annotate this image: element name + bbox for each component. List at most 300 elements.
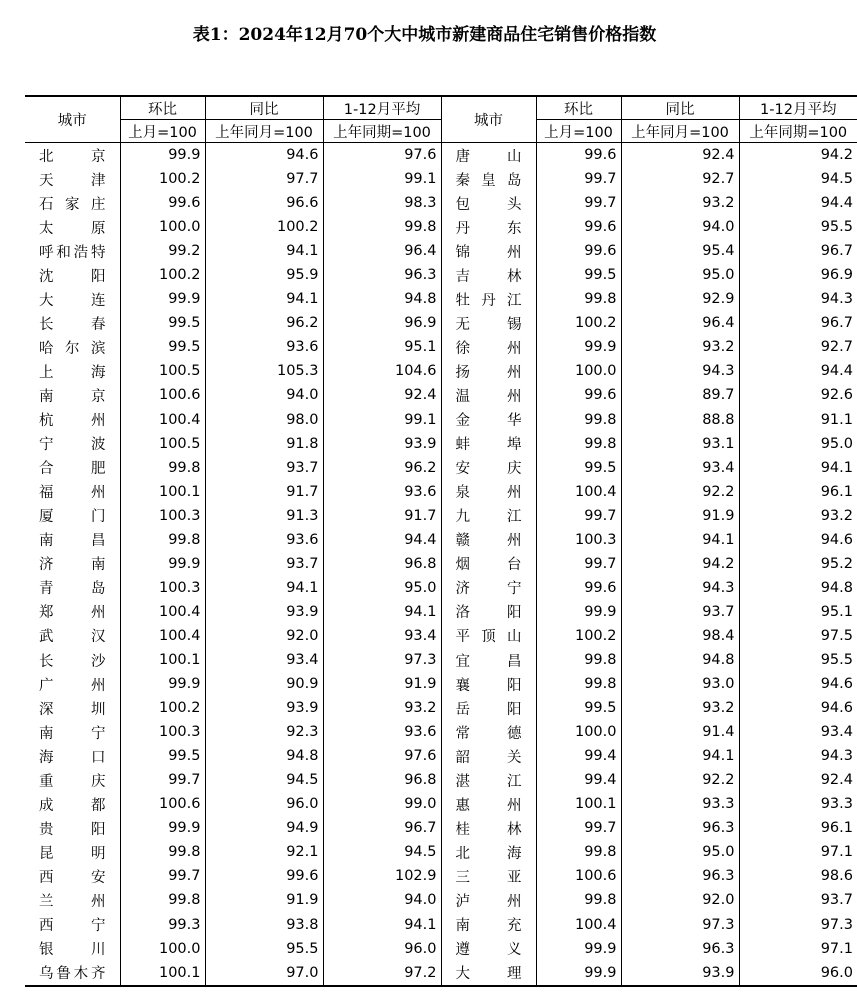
cell-city-right: 常德 <box>441 720 536 744</box>
cell-city-right: 吉林 <box>441 263 536 287</box>
cell-city-left: 兰州 <box>25 888 120 912</box>
cell-ytd-right: 92.7 <box>739 335 857 359</box>
table-row <box>25 552 857 576</box>
cell-ytd-right: 92.6 <box>739 383 857 407</box>
cell-mom-right: 100.1 <box>536 792 621 816</box>
cell-yoy-left: 94.6 <box>205 143 323 168</box>
cell-ytd-right: 96.7 <box>739 311 857 335</box>
cell-ytd-right: 94.2 <box>739 143 857 168</box>
cell-ytd-right: 94.4 <box>739 191 857 215</box>
cell-ytd-left: 96.9 <box>323 311 441 335</box>
cell-yoy-right: 94.0 <box>621 215 739 239</box>
cell-mom-left: 100.6 <box>120 383 205 407</box>
cell-yoy-left: 90.9 <box>205 672 323 696</box>
cell-yoy-right: 89.7 <box>621 383 739 407</box>
cell-ytd-left: 93.2 <box>323 696 441 720</box>
cell-city-left: 银川 <box>25 937 120 961</box>
cell-mom-right: 99.7 <box>536 167 621 191</box>
cell-mom-left: 100.1 <box>120 648 205 672</box>
cell-ytd-right: 91.1 <box>739 408 857 432</box>
cell-city-left: 深圳 <box>25 696 120 720</box>
cell-yoy-right: 95.0 <box>621 263 739 287</box>
cell-ytd-left: 97.6 <box>323 143 441 168</box>
cell-city-right: 南充 <box>441 913 536 937</box>
cell-mom-left: 99.9 <box>120 287 205 311</box>
cell-yoy-left: 93.8 <box>205 913 323 937</box>
cell-city-right: 牡丹江 <box>441 287 536 311</box>
table-row <box>25 383 857 407</box>
cell-yoy-right: 93.2 <box>621 191 739 215</box>
cell-city-left: 杭州 <box>25 408 120 432</box>
table-row <box>25 840 857 864</box>
cell-yoy-right: 96.3 <box>621 864 739 888</box>
cell-mom-right: 99.5 <box>536 456 621 480</box>
cell-city-right: 北海 <box>441 840 536 864</box>
cell-mom-left: 100.3 <box>120 720 205 744</box>
cell-yoy-right: 88.8 <box>621 408 739 432</box>
cell-city-left: 成都 <box>25 792 120 816</box>
cell-mom-left: 100.2 <box>120 167 205 191</box>
cell-yoy-right: 92.9 <box>621 287 739 311</box>
cell-yoy-right: 94.1 <box>621 744 739 768</box>
cell-city-left: 武汉 <box>25 624 120 648</box>
cell-ytd-left: 94.8 <box>323 287 441 311</box>
cell-city-left: 济南 <box>25 552 120 576</box>
table-header <box>25 96 857 143</box>
table-body <box>25 143 857 986</box>
cell-mom-right: 99.8 <box>536 840 621 864</box>
cell-yoy-right: 93.1 <box>621 432 739 456</box>
cell-yoy-left: 93.9 <box>205 696 323 720</box>
cell-mom-right: 99.6 <box>536 239 621 263</box>
cell-yoy-right: 93.2 <box>621 335 739 359</box>
cell-yoy-right: 93.2 <box>621 696 739 720</box>
cell-city-right: 三亚 <box>441 864 536 888</box>
cell-ytd-left: 91.7 <box>323 504 441 528</box>
cell-yoy-left: 92.0 <box>205 624 323 648</box>
price-index-table <box>25 95 857 987</box>
cell-city-right: 赣州 <box>441 528 536 552</box>
cell-yoy-left: 93.7 <box>205 456 323 480</box>
cell-yoy-right: 93.7 <box>621 600 739 624</box>
cell-mom-right: 99.5 <box>536 263 621 287</box>
cell-city-left: 长春 <box>25 311 120 335</box>
cell-yoy-left: 94.8 <box>205 744 323 768</box>
cell-mom-left: 99.9 <box>120 143 205 168</box>
cell-ytd-left: 95.0 <box>323 576 441 600</box>
cell-ytd-right: 95.5 <box>739 215 857 239</box>
cell-city-left: 上海 <box>25 359 120 383</box>
cell-ytd-right: 96.1 <box>739 480 857 504</box>
cell-yoy-left: 93.6 <box>205 335 323 359</box>
cell-city-right: 泉州 <box>441 480 536 504</box>
cell-ytd-left: 97.3 <box>323 648 441 672</box>
cell-yoy-left: 91.7 <box>205 480 323 504</box>
cell-ytd-left: 98.3 <box>323 191 441 215</box>
cell-city-left: 石家庄 <box>25 191 120 215</box>
cell-ytd-right: 96.7 <box>739 239 857 263</box>
table-row <box>25 143 857 168</box>
cell-mom-right: 100.4 <box>536 913 621 937</box>
cell-ytd-left: 93.4 <box>323 624 441 648</box>
cell-ytd-left: 102.9 <box>323 864 441 888</box>
cell-yoy-left: 98.0 <box>205 408 323 432</box>
table-row <box>25 263 857 287</box>
table-row <box>25 864 857 888</box>
cell-mom-left: 99.9 <box>120 816 205 840</box>
cell-yoy-left: 95.9 <box>205 263 323 287</box>
cell-city-right: 唐山 <box>441 143 536 168</box>
header-yoy-base-right: 上年同月=100 <box>621 120 739 143</box>
cell-mom-left: 100.6 <box>120 792 205 816</box>
table-row <box>25 167 857 191</box>
cell-city-left: 西宁 <box>25 913 120 937</box>
cell-yoy-left: 96.2 <box>205 311 323 335</box>
header-mom-left: 环比 <box>120 96 205 120</box>
cell-mom-left: 100.4 <box>120 408 205 432</box>
cell-ytd-right: 96.9 <box>739 263 857 287</box>
cell-city-left: 南昌 <box>25 528 120 552</box>
cell-yoy-right: 92.0 <box>621 888 739 912</box>
cell-ytd-right: 93.4 <box>739 720 857 744</box>
cell-mom-left: 100.0 <box>120 215 205 239</box>
table-row <box>25 239 857 263</box>
cell-yoy-right: 96.3 <box>621 937 739 961</box>
cell-yoy-left: 91.9 <box>205 888 323 912</box>
cell-yoy-right: 92.7 <box>621 167 739 191</box>
table-row <box>25 913 857 937</box>
cell-ytd-left: 94.0 <box>323 888 441 912</box>
cell-yoy-right: 93.3 <box>621 792 739 816</box>
cell-yoy-left: 99.6 <box>205 864 323 888</box>
cell-mom-left: 99.9 <box>120 552 205 576</box>
cell-ytd-right: 96.0 <box>739 961 857 986</box>
cell-yoy-left: 93.9 <box>205 600 323 624</box>
header-mom-base-right: 上月=100 <box>536 120 621 143</box>
cell-yoy-left: 92.1 <box>205 840 323 864</box>
cell-city-left: 天津 <box>25 167 120 191</box>
cell-city-right: 无锡 <box>441 311 536 335</box>
cell-mom-right: 100.3 <box>536 528 621 552</box>
cell-ytd-left: 94.5 <box>323 840 441 864</box>
table-row <box>25 456 857 480</box>
cell-city-right: 温州 <box>441 383 536 407</box>
cell-yoy-right: 96.4 <box>621 311 739 335</box>
cell-mom-left: 99.8 <box>120 888 205 912</box>
table-row <box>25 961 857 986</box>
cell-yoy-right: 97.3 <box>621 913 739 937</box>
cell-city-left: 海口 <box>25 744 120 768</box>
cell-ytd-right: 96.1 <box>739 816 857 840</box>
cell-city-left: 广州 <box>25 672 120 696</box>
cell-mom-left: 99.7 <box>120 768 205 792</box>
cell-ytd-left: 99.0 <box>323 792 441 816</box>
cell-yoy-right: 94.8 <box>621 648 739 672</box>
table-row <box>25 792 857 816</box>
cell-ytd-left: 99.8 <box>323 215 441 239</box>
cell-mom-left: 100.0 <box>120 937 205 961</box>
cell-mom-left: 99.5 <box>120 311 205 335</box>
cell-city-right: 锦州 <box>441 239 536 263</box>
cell-yoy-left: 94.1 <box>205 576 323 600</box>
cell-mom-left: 99.5 <box>120 744 205 768</box>
cell-ytd-left: 96.2 <box>323 456 441 480</box>
cell-mom-right: 99.9 <box>536 937 621 961</box>
cell-city-left: 郑州 <box>25 600 120 624</box>
cell-city-left: 北京 <box>25 143 120 168</box>
cell-mom-right: 100.4 <box>536 480 621 504</box>
cell-ytd-left: 96.8 <box>323 552 441 576</box>
table-row <box>25 432 857 456</box>
cell-mom-right: 99.6 <box>536 383 621 407</box>
cell-ytd-right: 94.6 <box>739 528 857 552</box>
header-ytd-left: 1-12月平均 <box>323 96 441 120</box>
cell-ytd-left: 104.6 <box>323 359 441 383</box>
cell-mom-right: 99.5 <box>536 696 621 720</box>
cell-city-right: 蚌埠 <box>441 432 536 456</box>
cell-ytd-left: 97.6 <box>323 744 441 768</box>
cell-ytd-left: 95.1 <box>323 335 441 359</box>
cell-city-right: 韶关 <box>441 744 536 768</box>
cell-mom-left: 99.9 <box>120 672 205 696</box>
cell-ytd-left: 94.1 <box>323 913 441 937</box>
cell-city-right: 泸州 <box>441 888 536 912</box>
cell-yoy-right: 95.0 <box>621 840 739 864</box>
cell-ytd-right: 94.1 <box>739 456 857 480</box>
table-row <box>25 359 857 383</box>
cell-ytd-right: 97.5 <box>739 624 857 648</box>
cell-ytd-right: 92.4 <box>739 768 857 792</box>
table-row <box>25 408 857 432</box>
cell-mom-left: 100.1 <box>120 961 205 986</box>
cell-yoy-right: 96.3 <box>621 816 739 840</box>
table-row <box>25 744 857 768</box>
cell-yoy-right: 95.4 <box>621 239 739 263</box>
cell-yoy-left: 94.5 <box>205 768 323 792</box>
cell-yoy-left: 96.0 <box>205 792 323 816</box>
cell-yoy-left: 93.4 <box>205 648 323 672</box>
table-row <box>25 937 857 961</box>
cell-yoy-right: 93.4 <box>621 456 739 480</box>
cell-mom-right: 99.7 <box>536 504 621 528</box>
cell-mom-left: 100.3 <box>120 504 205 528</box>
cell-yoy-left: 93.7 <box>205 552 323 576</box>
header-yoy-right: 同比 <box>621 96 739 120</box>
cell-city-right: 湛江 <box>441 768 536 792</box>
cell-ytd-right: 94.4 <box>739 359 857 383</box>
cell-ytd-right: 94.6 <box>739 672 857 696</box>
cell-city-right: 桂林 <box>441 816 536 840</box>
cell-city-right: 徐州 <box>441 335 536 359</box>
cell-yoy-left: 94.1 <box>205 239 323 263</box>
cell-mom-right: 99.8 <box>536 648 621 672</box>
table-title: 表1：2024年12月70个大中城市新建商品住宅销售价格指数 <box>192 25 657 45</box>
table-row <box>25 311 857 335</box>
cell-mom-left: 100.5 <box>120 359 205 383</box>
table-row <box>25 888 857 912</box>
cell-ytd-right: 94.5 <box>739 167 857 191</box>
header-city-left: 城市 <box>25 96 120 143</box>
cell-city-right: 九江 <box>441 504 536 528</box>
cell-mom-right: 99.8 <box>536 432 621 456</box>
cell-ytd-right: 93.2 <box>739 504 857 528</box>
cell-city-left: 昆明 <box>25 840 120 864</box>
table-row <box>25 335 857 359</box>
cell-mom-left: 100.5 <box>120 432 205 456</box>
cell-mom-left: 99.8 <box>120 456 205 480</box>
cell-mom-right: 99.6 <box>536 143 621 168</box>
cell-ytd-right: 94.8 <box>739 576 857 600</box>
cell-mom-right: 99.9 <box>536 961 621 986</box>
cell-yoy-right: 94.3 <box>621 576 739 600</box>
cell-mom-right: 99.7 <box>536 552 621 576</box>
cell-mom-left: 99.8 <box>120 840 205 864</box>
table-row <box>25 816 857 840</box>
cell-ytd-left: 94.1 <box>323 600 441 624</box>
cell-ytd-left: 99.1 <box>323 408 441 432</box>
cell-yoy-left: 97.7 <box>205 167 323 191</box>
cell-mom-right: 99.8 <box>536 672 621 696</box>
cell-city-right: 金华 <box>441 408 536 432</box>
header-mom-right: 环比 <box>536 96 621 120</box>
cell-city-left: 厦门 <box>25 504 120 528</box>
cell-city-right: 烟台 <box>441 552 536 576</box>
cell-yoy-left: 105.3 <box>205 359 323 383</box>
cell-mom-left: 99.5 <box>120 335 205 359</box>
cell-yoy-right: 93.9 <box>621 961 739 986</box>
cell-ytd-right: 94.3 <box>739 744 857 768</box>
table-row <box>25 768 857 792</box>
cell-city-right: 平顶山 <box>441 624 536 648</box>
cell-mom-left: 100.3 <box>120 576 205 600</box>
cell-ytd-left: 96.8 <box>323 768 441 792</box>
cell-city-left: 青岛 <box>25 576 120 600</box>
cell-mom-right: 99.4 <box>536 768 621 792</box>
table-row <box>25 215 857 239</box>
cell-ytd-right: 97.3 <box>739 913 857 937</box>
cell-yoy-right: 94.3 <box>621 359 739 383</box>
cell-mom-left: 100.4 <box>120 624 205 648</box>
cell-mom-right: 99.8 <box>536 888 621 912</box>
header-yoy-base-left: 上年同月=100 <box>205 120 323 143</box>
cell-city-right: 扬州 <box>441 359 536 383</box>
cell-ytd-left: 96.4 <box>323 239 441 263</box>
cell-ytd-left: 96.3 <box>323 263 441 287</box>
cell-city-left: 合肥 <box>25 456 120 480</box>
table-row <box>25 191 857 215</box>
cell-mom-left: 99.3 <box>120 913 205 937</box>
cell-ytd-left: 96.7 <box>323 816 441 840</box>
table-row <box>25 504 857 528</box>
cell-mom-right: 99.9 <box>536 335 621 359</box>
cell-mom-right: 100.0 <box>536 720 621 744</box>
cell-yoy-left: 94.0 <box>205 383 323 407</box>
cell-city-right: 遵义 <box>441 937 536 961</box>
table-row <box>25 624 857 648</box>
cell-mom-left: 100.2 <box>120 263 205 287</box>
cell-mom-left: 99.8 <box>120 528 205 552</box>
cell-yoy-right: 91.9 <box>621 504 739 528</box>
table-row <box>25 648 857 672</box>
cell-ytd-left: 93.9 <box>323 432 441 456</box>
cell-yoy-left: 94.1 <box>205 287 323 311</box>
cell-mom-right: 100.2 <box>536 311 621 335</box>
cell-ytd-left: 97.2 <box>323 961 441 986</box>
cell-mom-right: 99.6 <box>536 576 621 600</box>
cell-city-right: 大理 <box>441 961 536 986</box>
cell-mom-right: 99.7 <box>536 816 621 840</box>
cell-ytd-left: 91.9 <box>323 672 441 696</box>
table-row <box>25 480 857 504</box>
cell-yoy-left: 95.5 <box>205 937 323 961</box>
cell-mom-left: 99.7 <box>120 864 205 888</box>
cell-yoy-right: 91.4 <box>621 720 739 744</box>
cell-mom-right: 99.6 <box>536 215 621 239</box>
cell-city-left: 西安 <box>25 864 120 888</box>
cell-ytd-right: 93.7 <box>739 888 857 912</box>
cell-mom-left: 99.6 <box>120 191 205 215</box>
cell-yoy-right: 98.4 <box>621 624 739 648</box>
cell-mom-left: 100.1 <box>120 480 205 504</box>
cell-city-right: 安庆 <box>441 456 536 480</box>
cell-city-left: 乌鲁木齐 <box>25 961 120 986</box>
cell-city-left: 重庆 <box>25 768 120 792</box>
table-row <box>25 576 857 600</box>
cell-mom-right: 99.8 <box>536 287 621 311</box>
cell-ytd-right: 94.3 <box>739 287 857 311</box>
cell-city-right: 洛阳 <box>441 600 536 624</box>
cell-city-left: 贵阳 <box>25 816 120 840</box>
table-row <box>25 696 857 720</box>
cell-city-right: 济宁 <box>441 576 536 600</box>
cell-yoy-left: 94.9 <box>205 816 323 840</box>
header-yoy-left: 同比 <box>205 96 323 120</box>
cell-ytd-right: 94.6 <box>739 696 857 720</box>
table-row <box>25 720 857 744</box>
cell-city-left: 沈阳 <box>25 263 120 287</box>
cell-yoy-left: 96.6 <box>205 191 323 215</box>
cell-city-left: 南宁 <box>25 720 120 744</box>
header-mom-base-left: 上月=100 <box>120 120 205 143</box>
cell-city-right: 丹东 <box>441 215 536 239</box>
cell-mom-right: 99.4 <box>536 744 621 768</box>
cell-ytd-right: 95.5 <box>739 648 857 672</box>
cell-city-left: 南京 <box>25 383 120 407</box>
cell-ytd-left: 94.4 <box>323 528 441 552</box>
cell-ytd-left: 93.6 <box>323 720 441 744</box>
cell-yoy-left: 91.8 <box>205 432 323 456</box>
cell-yoy-right: 92.2 <box>621 480 739 504</box>
cell-mom-right: 99.9 <box>536 600 621 624</box>
cell-yoy-left: 100.2 <box>205 215 323 239</box>
cell-ytd-right: 95.0 <box>739 432 857 456</box>
cell-city-right: 襄阳 <box>441 672 536 696</box>
cell-city-left: 呼和浩特 <box>25 239 120 263</box>
cell-yoy-right: 92.4 <box>621 143 739 168</box>
cell-city-left: 太原 <box>25 215 120 239</box>
cell-city-right: 惠州 <box>441 792 536 816</box>
header-ytd-right: 1-12月平均 <box>739 96 857 120</box>
cell-mom-left: 100.4 <box>120 600 205 624</box>
cell-city-left: 哈尔滨 <box>25 335 120 359</box>
cell-mom-right: 100.0 <box>536 359 621 383</box>
header-city-right: 城市 <box>441 96 536 143</box>
cell-mom-right: 99.8 <box>536 408 621 432</box>
header-ytd-base-left: 上年同期=100 <box>323 120 441 143</box>
cell-city-left: 宁波 <box>25 432 120 456</box>
cell-city-left: 长沙 <box>25 648 120 672</box>
cell-mom-right: 99.7 <box>536 191 621 215</box>
